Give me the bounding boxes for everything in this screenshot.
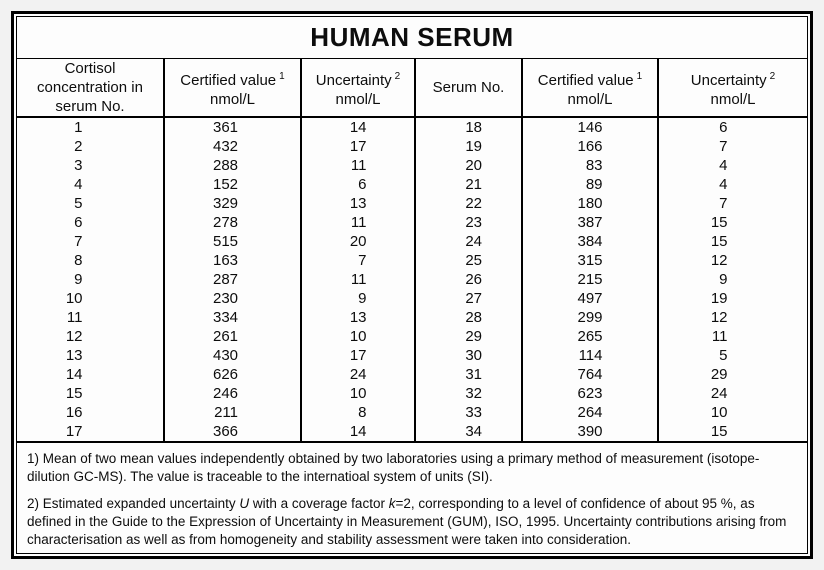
table-cell: 366	[164, 422, 301, 442]
table-cell: 15	[65, 385, 83, 402]
table-cell: 261	[164, 327, 301, 346]
table-cell: 114	[522, 346, 658, 365]
table-row	[17, 137, 807, 156]
table-cell: 4	[74, 176, 83, 193]
table-cell: 22	[415, 194, 522, 213]
table-cell: 29	[658, 365, 807, 384]
header-row	[17, 59, 807, 117]
table-cell: 146	[522, 117, 658, 137]
table-row	[17, 270, 807, 289]
table-row	[17, 251, 807, 270]
table-cell: 89	[522, 175, 658, 194]
table-cell: 33	[415, 403, 522, 422]
table-cell: 9	[301, 289, 415, 308]
table-row	[17, 422, 807, 442]
table-row	[17, 175, 807, 194]
table-cell: 329	[164, 194, 301, 213]
table-cell: 265	[522, 327, 658, 346]
table-row	[17, 365, 807, 384]
column-header-label: Certified value	[180, 71, 277, 89]
table-row	[17, 384, 807, 403]
footnote-marker: 1	[279, 70, 285, 82]
table-cell: 4	[658, 156, 807, 175]
table-cell: 24	[415, 232, 522, 251]
column-header-0	[17, 59, 164, 117]
table-cell: 152	[164, 175, 301, 194]
table-cell: 31	[415, 365, 522, 384]
table-cell: 27	[415, 289, 522, 308]
table-cell: 21	[415, 175, 522, 194]
table-cell: 15	[658, 232, 807, 251]
table-cell: 11	[301, 270, 415, 289]
footnote-1: 1) Mean of two mean values independently obtained by two laboratories using a primary method of measurement (isotope-dilution GC-MS). The value is traceable to the internatioal system of units (SI).	[27, 451, 760, 484]
column-header-4	[522, 59, 658, 117]
table-cell: 2	[74, 138, 83, 155]
column-header-3	[415, 59, 522, 117]
table-cell: 11	[301, 213, 415, 232]
table-row	[17, 194, 807, 213]
table-cell: 8	[74, 252, 83, 269]
table-cell: 764	[522, 365, 658, 384]
table-cell: 7	[74, 233, 83, 250]
certificate-frame-inner	[16, 16, 808, 554]
table-cell: 34	[415, 422, 522, 442]
table-cell: 13	[301, 308, 415, 327]
table-cell: 334	[164, 308, 301, 327]
table-cell: 10	[301, 384, 415, 403]
table-cell: 166	[522, 137, 658, 156]
table-cell: 5	[658, 346, 807, 365]
table-cell: 288	[164, 156, 301, 175]
table-cell: 18	[415, 117, 522, 137]
column-header-2	[301, 59, 415, 117]
table-cell: 11	[658, 327, 807, 346]
table-cell: 26	[415, 270, 522, 289]
serum-table	[17, 59, 807, 443]
footnote-marker: 2	[769, 70, 776, 82]
table-cell: 14	[301, 117, 415, 137]
table-row	[17, 308, 807, 327]
table-cell: 17	[301, 137, 415, 156]
table-cell: 9	[658, 270, 807, 289]
table-cell: 230	[164, 289, 301, 308]
table-cell: 11	[301, 156, 415, 175]
table-cell: 515	[164, 232, 301, 251]
table-cell: 14	[65, 366, 83, 383]
table-row	[17, 346, 807, 365]
column-header-label: Uncertainty	[690, 71, 767, 89]
table-cell: 11	[66, 309, 83, 326]
page-title: HUMAN SERUM	[17, 17, 807, 59]
table-cell: 9	[74, 271, 83, 288]
column-header-1	[164, 59, 301, 117]
footnote-marker: 2	[394, 70, 401, 82]
serum-table-body	[17, 117, 807, 442]
table-row	[17, 156, 807, 175]
table-cell: 315	[522, 251, 658, 270]
table-cell: 25	[415, 251, 522, 270]
table-cell: 24	[658, 384, 807, 403]
table-cell: 14	[301, 422, 415, 442]
footnote-2: 2) Estimated expanded uncertainty U with a coverage factor k=2, corresponding to a level of confidence of about 95 %, as defined in the Guide to the Expression of Uncertainty in Measurement (GUM), ISO, 1995. Uncertainty contributions arising from characterisation as well as from homogeneity and stability assessment were taken into consideration.	[27, 496, 787, 547]
table-cell: 387	[522, 213, 658, 232]
table-cell: 3	[74, 157, 83, 174]
table-cell: 6	[301, 175, 415, 194]
column-header-label: Cortisol concentration in serum No.	[37, 60, 143, 115]
table-cell: 12	[658, 308, 807, 327]
table-cell: 10	[658, 403, 807, 422]
table-cell: 32	[415, 384, 522, 403]
table-cell: 7	[301, 251, 415, 270]
table-cell: 246	[164, 384, 301, 403]
table-cell: 13	[301, 194, 415, 213]
column-unit: nmol/L	[335, 90, 381, 108]
column-header-label: Uncertainty	[315, 71, 392, 89]
table-cell: 215	[522, 270, 658, 289]
table-row	[17, 213, 807, 232]
table-cell: 623	[522, 384, 658, 403]
table-cell: 497	[522, 289, 658, 308]
table-cell: 7	[658, 137, 807, 156]
table-cell: 12	[658, 251, 807, 270]
table-cell: 28	[415, 308, 522, 327]
table-cell: 17	[65, 423, 83, 440]
table-cell: 390	[522, 422, 658, 442]
column-header-5	[658, 59, 807, 117]
table-cell: 16	[65, 404, 83, 421]
table-cell: 6	[74, 214, 83, 231]
serum-table-header	[17, 59, 807, 117]
table-row	[17, 327, 807, 346]
table-cell: 1	[74, 119, 83, 136]
table-cell: 15	[658, 422, 807, 442]
table-cell: 278	[164, 213, 301, 232]
table-cell: 287	[164, 270, 301, 289]
table-cell: 10	[65, 290, 83, 307]
table-cell: 4	[658, 175, 807, 194]
table-cell: 384	[522, 232, 658, 251]
table-cell: 180	[522, 194, 658, 213]
table-cell: 299	[522, 308, 658, 327]
footnote-marker: 1	[636, 70, 643, 82]
table-cell: 163	[164, 251, 301, 270]
column-header-label: Serum No.	[432, 79, 505, 96]
table-cell: 13	[65, 347, 83, 364]
column-unit: nmol/L	[567, 90, 613, 108]
table-cell: 20	[301, 232, 415, 251]
table-cell: 83	[522, 156, 658, 175]
table-cell: 7	[658, 194, 807, 213]
table-cell: 8	[301, 403, 415, 422]
column-header-label: Certified value	[537, 71, 634, 89]
table-row	[17, 289, 807, 308]
table-cell: 24	[301, 365, 415, 384]
table-cell: 29	[415, 327, 522, 346]
table-cell: 264	[522, 403, 658, 422]
table-cell: 430	[164, 346, 301, 365]
table-cell: 626	[164, 365, 301, 384]
table-cell: 30	[415, 346, 522, 365]
table-cell: 211	[164, 403, 301, 422]
table-cell: 432	[164, 137, 301, 156]
certificate-frame	[11, 11, 813, 559]
footnotes	[17, 443, 807, 554]
table-cell: 19	[658, 289, 807, 308]
table-cell: 15	[658, 213, 807, 232]
table-cell: 12	[65, 328, 83, 345]
table-cell: 19	[415, 137, 522, 156]
table-cell: 6	[658, 117, 807, 137]
table-cell: 20	[415, 156, 522, 175]
table-cell: 10	[301, 327, 415, 346]
column-unit: nmol/L	[710, 90, 756, 108]
table-row	[17, 117, 807, 137]
table-cell: 361	[164, 117, 301, 137]
table-cell: 23	[415, 213, 522, 232]
table-cell: 17	[301, 346, 415, 365]
column-unit: nmol/L	[209, 90, 256, 108]
table-cell: 5	[74, 195, 83, 212]
table-row	[17, 232, 807, 251]
table-row	[17, 403, 807, 422]
